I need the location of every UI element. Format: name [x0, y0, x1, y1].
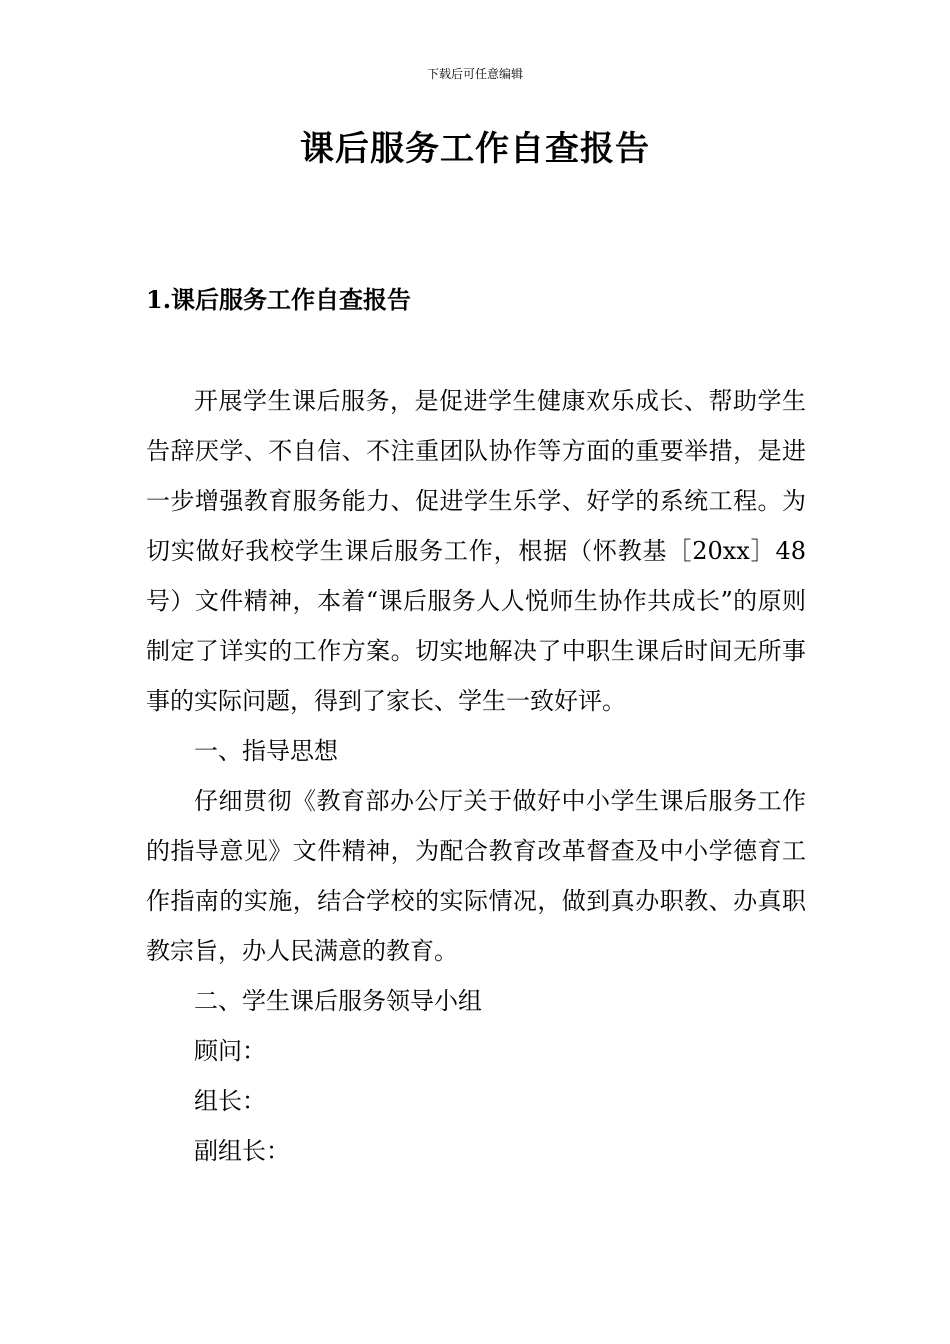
paragraph-intro: 开展学生课后服务，是促进学生健康欢乐成长、帮助学生告辞厌学、不自信、不注重团队协作等方面的重要举措，是进一步增强教育服务能力、促进学生乐学、好学的系统工程。为切实做好我校学生课后服务工作，根据（怀教基［20xx］48号）文件精神，本着“课后服务人人悦师生协作共成长”的原则制定了详实的工作方案。切实地解决了中职生课后时间无所事事的实际问题，得到了家长、学生一致好评。 [146, 387, 806, 715]
heading-leadership-group: 二、学生课后服务领导小组 [194, 987, 482, 1015]
paragraph-guiding-ideology: 仔细贯彻《教育部办公厅关于做好中小学生课后服务工作的指导意见》文件精神，为配合教育改革督查及中小学德育工作指南的实施，结合学校的实际情况，做到真办职教、办真职教宗旨，办人民满意的教育。 [146, 787, 806, 965]
header-note: 下载后可任意编辑 [426, 67, 523, 81]
document-body [146, 376, 806, 1176]
deputy-leader-line: 副组长： [194, 1137, 290, 1165]
heading-guiding-ideology: 一、指导思想 [194, 737, 338, 765]
advisor-line: 顾问： [194, 1037, 266, 1065]
document-title: 课后服务工作自查报告 [300, 129, 650, 169]
leader-line: 组长： [194, 1087, 266, 1115]
section-title: 1.课后服务工作自查报告 [146, 285, 412, 314]
